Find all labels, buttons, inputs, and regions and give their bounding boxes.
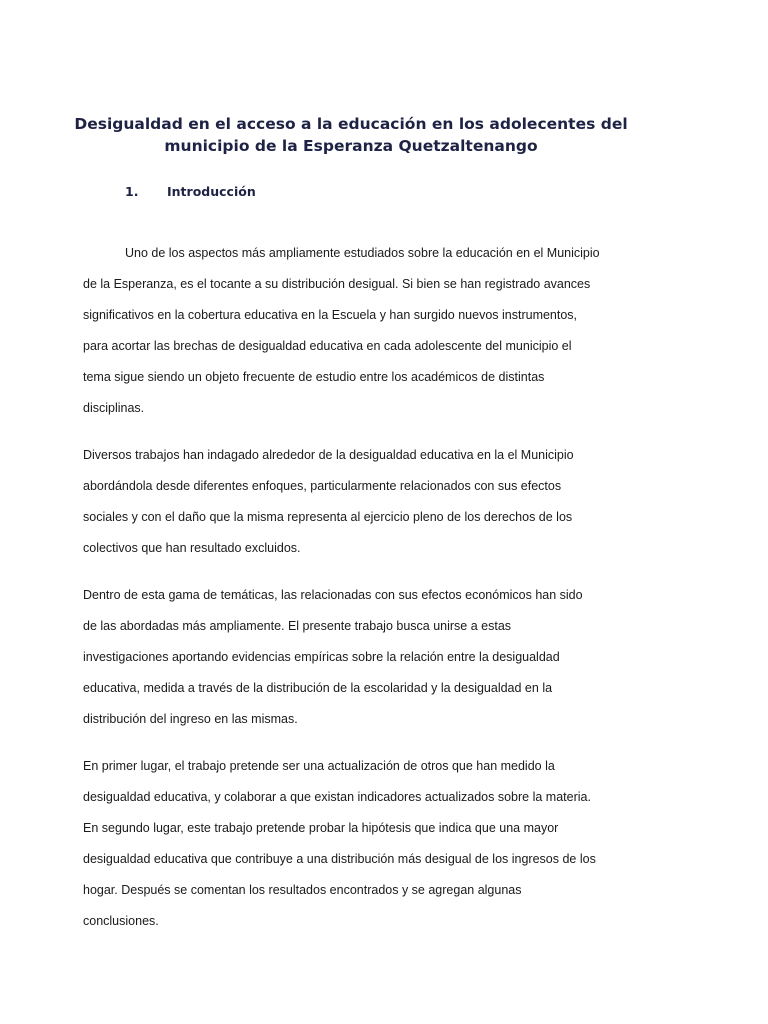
paragraph-line: Diversos trabajos han indagado alrededor de la desigualdad educativa en la el Municipio [83, 448, 574, 462]
paragraph-line: investigaciones aportando evidencias empíricas sobre la relación entre la desigualdad [83, 650, 560, 664]
paragraph-line: sociales y con el daño que la misma representa al ejercicio pleno de los derechos de los [83, 510, 573, 524]
paragraph-line: abordándola desde diferentes enfoques, particularmente relacionados con sus efectos [83, 479, 562, 493]
paragraph-line: Uno de los aspectos más ampliamente estudiados sobre la educación en el Municipio [125, 246, 600, 260]
paragraph-line: educativa, medida a través de la distribución de la escolaridad y la desigualdad en la [83, 681, 553, 695]
paragraph-line: desigualdad educativa que contribuye a una distribución más desigual de los ingresos de los [83, 852, 596, 866]
paragraph-line: de las abordadas más ampliamente. El presente trabajo busca unirse a estas [83, 619, 512, 633]
paragraph-line: tema sigue siendo un objeto frecuente de estudio entre los académicos de distintas [83, 370, 545, 384]
document-title-line: Desigualdad en el acceso a la educación en los adolecentes del [74, 115, 628, 133]
document-title-line: municipio de la Esperanza Quetzaltenango [164, 137, 538, 155]
section-number: 1. [125, 184, 139, 199]
paragraph-line: hogar. Después se comentan los resultados encontrados y se agregan algunas [83, 883, 522, 897]
paragraph-line: En primer lugar, el trabajo pretende ser una actualización de otros que han medido la [83, 759, 555, 773]
paragraph-line: En segundo lugar, este trabajo pretende probar la hipótesis que indica que una mayor [83, 821, 559, 835]
paragraph-2 [83, 440, 643, 564]
document-title [0, 113, 702, 157]
paragraph-line: Dentro de esta gama de temáticas, las relacionadas con sus efectos económicos han sido [83, 588, 583, 602]
paragraph-line: de la Esperanza, es el tocante a su distribución desigual. Si bien se han registrado avances [83, 277, 591, 291]
section-heading [125, 184, 256, 199]
paragraph-line: disciplinas. [83, 401, 145, 415]
paragraph-line: conclusiones. [83, 914, 159, 928]
paragraph-line: para acortar las brechas de desigualdad educativa en cada adolescente del municipio el [83, 339, 572, 353]
paragraph-1 [83, 238, 643, 424]
paragraph-4 [83, 751, 643, 937]
paragraph-line: colectivos que han resultado excluidos. [83, 541, 301, 555]
section-title: Introducción [167, 184, 256, 199]
paragraph-line: desigualdad educativa, y colaborar a que existan indicadores actualizados sobre la materia. [83, 790, 591, 804]
paragraph-3 [83, 580, 643, 735]
paragraph-line: significativos en la cobertura educativa en la Escuela y han surgido nuevos instrumentos, [83, 308, 578, 322]
paragraph-line: distribución del ingreso en las mismas. [83, 712, 298, 726]
